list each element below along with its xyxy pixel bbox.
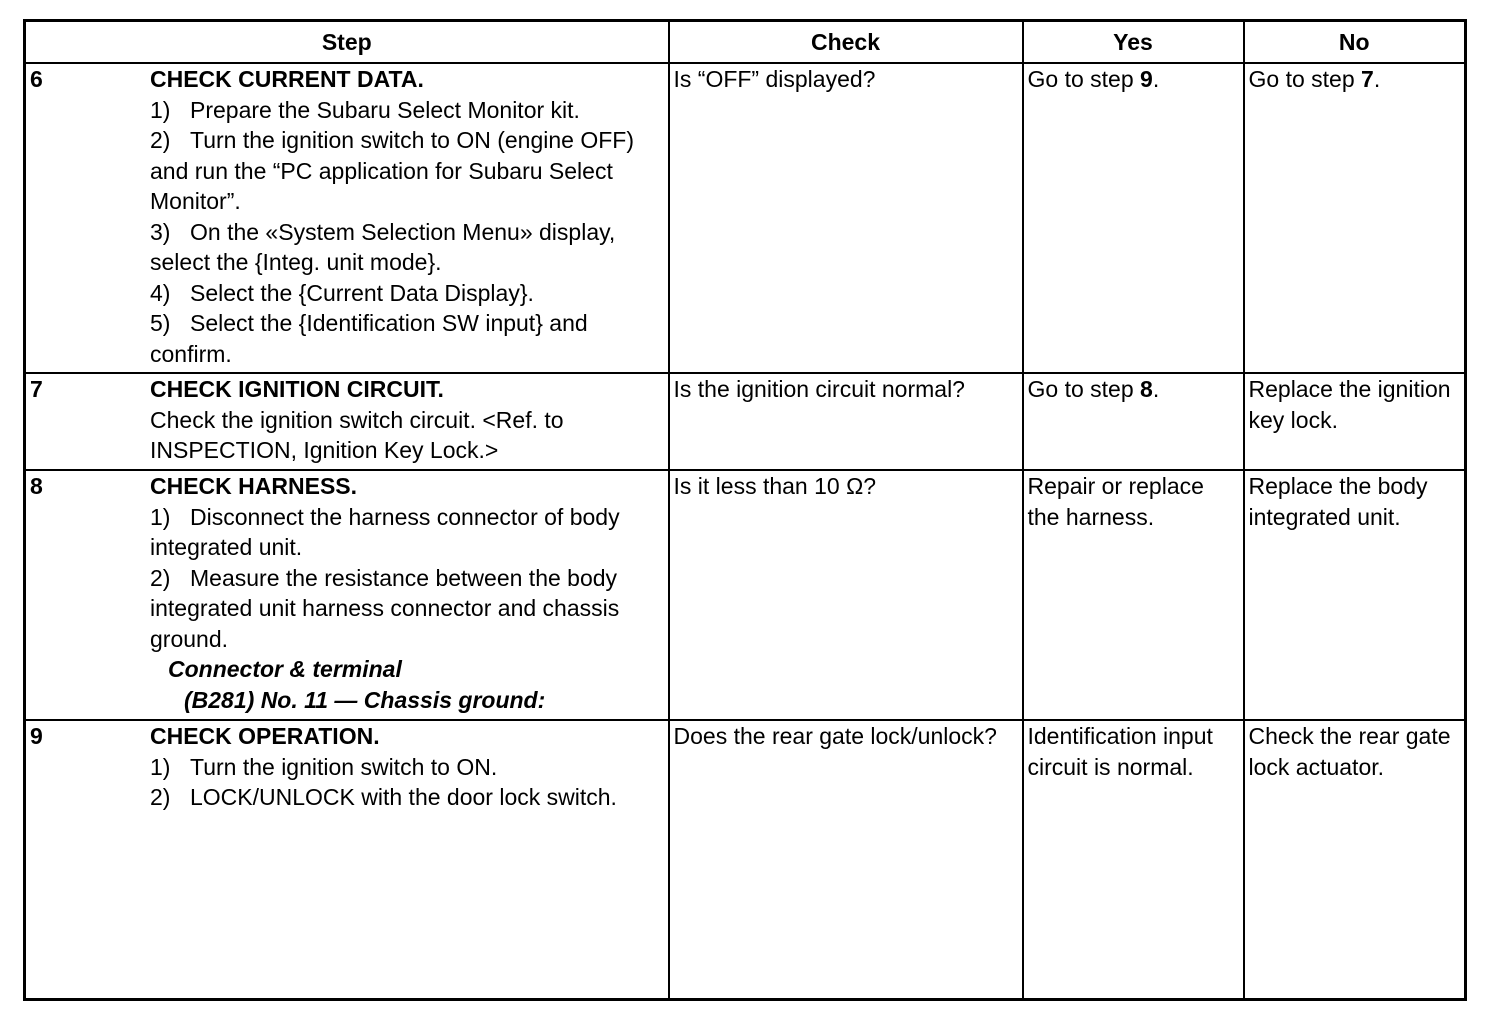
header-no: No (1244, 21, 1466, 64)
step-item: 2) LOCK/UNLOCK with the door lock switch. (150, 784, 617, 810)
step-item: 3) On the «System Selection Menu» display, select the {Integ. unit mode}. (150, 218, 616, 275)
no-cell: Check the rear gate lock actuator. (1244, 720, 1466, 999)
step-number: 7 (30, 376, 43, 402)
step-item: 5) Select the {Identification SW input} and confirm. (150, 310, 588, 367)
step-title: CHECK OPERATION. (150, 723, 380, 749)
step-number: 6 (30, 66, 43, 92)
header-row (25, 21, 1466, 64)
check-cell: Does the rear gate lock/unlock? (669, 720, 1023, 999)
check-cell: Is it less than 10 Ω? (669, 470, 1023, 720)
diagnostic-table (23, 19, 1467, 1001)
no-cell: Replace the ignition key lock. (1244, 373, 1466, 470)
step-text: Check the ignition switch circuit. <Ref. to INSPECTION, Ignition Key Lock.> (150, 406, 564, 463)
header-yes: Yes (1023, 21, 1244, 64)
step-cell (25, 470, 669, 720)
step-number: 8 (30, 473, 43, 499)
table-row (25, 470, 1466, 720)
step-item: 1) Prepare the Subaru Select Monitor kit. (150, 96, 580, 123)
step-item: 1) Disconnect the harness connector of body integrated unit. (150, 503, 620, 560)
check-cell: Is the ignition circuit normal? (669, 373, 1023, 470)
step-cell (25, 63, 669, 373)
step-cell (25, 720, 669, 999)
yes-cell: Identification input circuit is normal. (1023, 720, 1244, 999)
yes-cell: Go to step 9. (1023, 63, 1244, 373)
step-item: 2) Measure the resistance between the body integrated unit harness connector and chassis ground. (150, 564, 620, 652)
table-row (25, 63, 1466, 373)
spec-terminal: (B281) No. 11 — Chassis ground: (184, 686, 546, 713)
table-row (25, 720, 1466, 999)
step-item: 1) Turn the ignition switch to ON. (150, 753, 498, 780)
no-cell: Replace the body integrated unit. (1244, 470, 1466, 720)
step-item: 2) Turn the ignition switch to ON (engine OFF) and run the “PC application for Subaru Select Monitor”. (150, 127, 634, 214)
check-cell: Is “OFF” displayed? (669, 63, 1023, 373)
step-item: 4) Select the {Current Data Display}. (150, 279, 534, 306)
step-number: 9 (30, 723, 43, 749)
yes-cell: Go to step 8. (1023, 373, 1244, 470)
header-check: Check (669, 21, 1023, 64)
yes-cell: Repair or replace the harness. (1023, 470, 1244, 720)
step-title: CHECK IGNITION CIRCUIT. (150, 376, 444, 402)
step-cell (25, 373, 669, 470)
no-cell: Go to step 7. (1244, 63, 1466, 373)
spec-heading: Connector & terminal (168, 656, 402, 682)
step-title: CHECK HARNESS. (150, 473, 358, 499)
table-row (25, 373, 1466, 470)
header-step: Step (25, 21, 669, 64)
step-title: CHECK CURRENT DATA. (150, 66, 424, 92)
